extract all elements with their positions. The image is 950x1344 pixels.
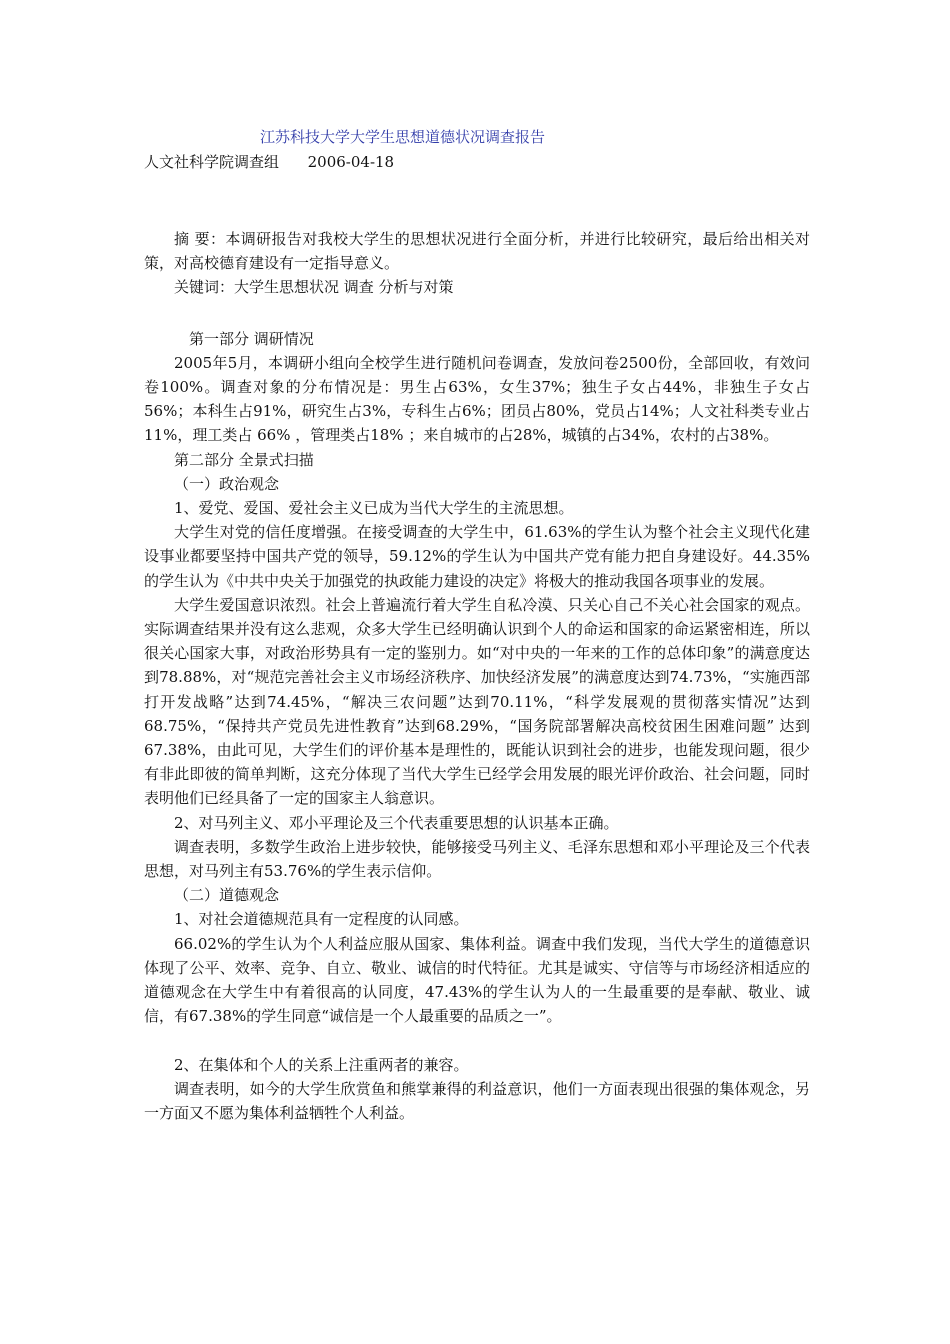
section1-paragraph3: 调查表明，多数学生政治上进步较快，能够接受马列主义、毛泽东思想和邓小平理论及三个代表思想，对马列主有53.76%的学生表示信仰。 xyxy=(144,837,810,881)
section2-point2: 2、在集体和个人的关系上注重两者的兼容。 xyxy=(174,1055,469,1074)
section1-paragraph1: 大学生对党的信任度增强。在接受调查的大学生中，61.63%的学生认为整个社会主义现代化建设事业都要坚持中国共产党的领导，59.12%的学生认为中国共产党有能力把自身建设好。44.35%的学生认为《中共中央关于加强党的执政能力建设的决定》将极大的推动我国各项事业的发展。 xyxy=(144,523,810,590)
section1-paragraph2: 大学生爱国意识浓烈。社会上普遍流行着大学生自私冷漠、只关心自己不关心社会国家的观点。实际调查结果并没有这么悲观，众多大学生已经明确认识到个人的命运和国家的命运紧密相连，所以很关心国家大事，对政治形势具有一定的鉴别力。如“对中央的一年来的工作的总体印象”的满意度达到78.88%，对“规范完善社会主义市场经济秩序、加快经济发展”的满意度达到74.73%，“实施西部打开发战略”达到74.45%，“解决三农问题”达到70.11%，“科学发展观的贯彻落实情况”达到68.75%，“保持共产党员先进性教育”达到68.29%，“国务院部署解决高校贫困生困难问题” 达到67.38%，由此可见，大学生们的评价基本是理性的，既能认识到社会的进步，也能发现问题，很少有非此即彼的简单判断，这充分体现了当代大学生已经学会用发展的眼光评价政治、社会问题，同时表明他们已经具备了一定的国家主人翁意识。 xyxy=(144,595,810,808)
section2-heading: （二）道德观念 xyxy=(174,886,280,905)
section2-point1: 1、对社会道德规范具有一定程度的认同感。 xyxy=(174,910,469,929)
section1-point2: 2、对马列主义、邓小平理论及三个代表重要思想的认识基本正确。 xyxy=(174,813,619,832)
keywords-line: 关键词：大学生思想状况 调查 分析与对策 xyxy=(174,278,454,297)
part1-heading: 第一部分 调研情况 xyxy=(189,329,314,348)
part1-paragraph: 2005年5月，本调研小组向全校学生进行随机问卷调查，发放问卷2500份，全部回收，有效问卷100%。调查对象的分布情况是：男生占63%，女生37%；独生子女占44%，非独生子女占56%；本科生占91%，研究生占3%，专科生占6%；团员占80%，党员占14%；人文社科类专业占 11%，理工类占 66% ，管理类占18% ；来自城市的占28%，城镇的占34%，农村的占38%。 xyxy=(144,353,810,445)
section2-paragraph2: 调查表明，如今的大学生欣赏鱼和熊掌兼得的利益意识，他们一方面表现出很强的集体观念，另一方面又不愿为集体利益牺牲个人利益。 xyxy=(144,1079,810,1122)
document-title: 江苏科技大学大学生思想道德状况调查报告 xyxy=(260,128,546,146)
section2-paragraph1: 66.02%的学生认为个人利益应服从国家、集体利益。调查中我们发现，当代大学生的道德意识体现了公平、效率、竞争、自立、敬业、诚信的时代特征。尤其是诚实、守信等与市场经济相适应的道德观念在大学生中有着很高的认同度，47.43%的学生认为人的一生最重要的是奉献、敬业、诚信，有67.38%的学生同意“诚信是一个人最重要的品质之一”。 xyxy=(144,934,810,1026)
section1-heading: （一）政治观念 xyxy=(174,474,280,493)
part2-heading: 第二部分 全景式扫描 xyxy=(174,450,314,469)
abstract-paragraph: 摘 要：本调研报告对我校大学生的思想状况进行全面分析，并进行比较研究，最后给出相关对策，对高校德育建设有一定指导意义。 xyxy=(144,230,810,273)
document-body xyxy=(144,227,810,1125)
section1-point1: 1、爱党、爱国、爱社会主义已成为当代大学生的主流思想。 xyxy=(174,499,574,518)
document-byline: 人文社科学院调查组 2006-04-18 xyxy=(144,153,395,171)
